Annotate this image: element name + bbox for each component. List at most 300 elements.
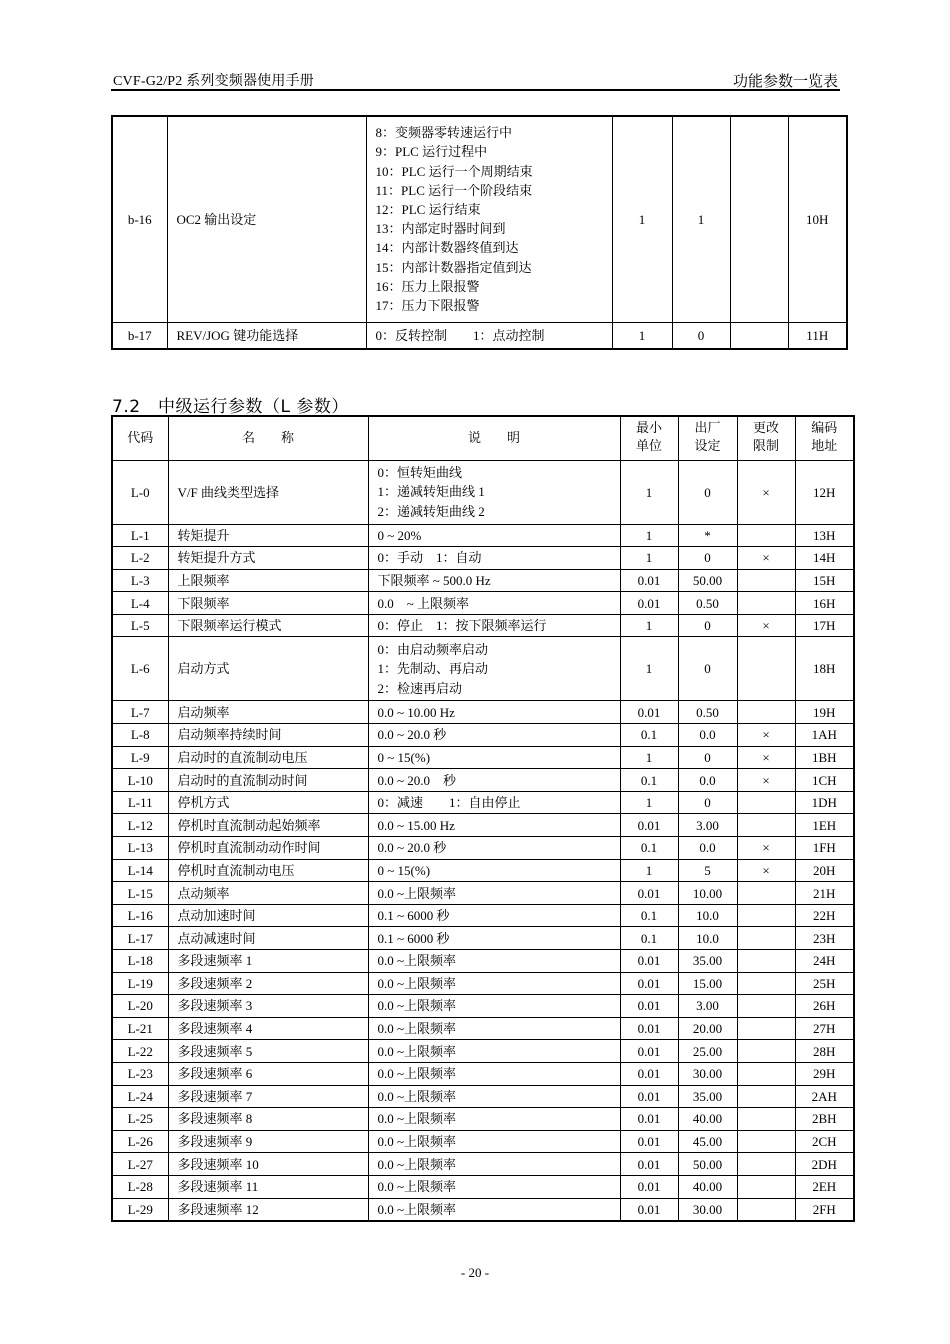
table-row — [112, 547, 854, 570]
param-code: L-24 — [112, 1085, 168, 1108]
description-line: 0：手动 1：自动 — [377, 550, 482, 566]
param-name: 启动频率 — [168, 701, 368, 724]
param-description — [368, 460, 620, 524]
param-address: 21H — [795, 882, 854, 905]
param-limit — [737, 972, 795, 995]
param-name: 上限频率 — [168, 569, 368, 592]
param-name: 多段速频率 4 — [168, 1017, 368, 1040]
param-code: L-10 — [112, 769, 168, 792]
param-min-unit: 1 — [620, 524, 678, 547]
table-row — [112, 746, 854, 769]
description-line: 17：压力下限报警 — [375, 298, 480, 314]
param-limit: × — [737, 769, 795, 792]
table-row — [112, 724, 854, 747]
param-default: 50.00 — [678, 569, 737, 592]
param-min-unit: 1 — [620, 746, 678, 769]
param-min-unit: 0.01 — [620, 1017, 678, 1040]
param-name: 多段速频率 12 — [168, 1198, 368, 1221]
param-description — [368, 1017, 620, 1040]
param-address: 10H — [788, 116, 847, 322]
param-address: 1AH — [795, 724, 854, 747]
table-row — [112, 524, 854, 547]
param-default: 0.0 — [678, 724, 737, 747]
param-address: 1BH — [795, 746, 854, 769]
param-limit — [737, 524, 795, 547]
param-min-unit: 1 — [620, 614, 678, 637]
header-manual-title: CVF-G2/P2 系列变频器使用手册 — [113, 74, 314, 89]
param-limit: × — [737, 460, 795, 524]
param-limit — [737, 927, 795, 950]
param-code: L-14 — [112, 859, 168, 882]
table-row — [112, 837, 854, 860]
param-code: L-3 — [112, 569, 168, 592]
param-limit — [737, 1017, 795, 1040]
param-name: 启动时的直流制动电压 — [168, 746, 368, 769]
param-code: L-15 — [112, 882, 168, 905]
param-description — [368, 769, 620, 792]
param-address: 25H — [795, 972, 854, 995]
param-description — [368, 791, 620, 814]
description-line: 0.0 ~上限频率 — [377, 1111, 457, 1127]
description-line: 0.0 ~上限频率 — [377, 953, 457, 969]
param-description — [368, 1108, 620, 1131]
param-default: 0.50 — [678, 592, 737, 615]
param-limit — [737, 1175, 795, 1198]
description-line: 0.0 ~上限频率 — [377, 1201, 457, 1217]
param-default: 5 — [678, 859, 737, 882]
description-line: 0.0 ~上限频率 — [377, 1021, 457, 1037]
page-number: - 20 - — [460, 1265, 490, 1280]
description-line: 0.0 ~ 20.0 秒 — [377, 840, 447, 856]
param-min-unit: 1 — [612, 116, 672, 322]
param-code: L-23 — [112, 1062, 168, 1085]
param-description — [368, 1175, 620, 1198]
param-min-unit: 1 — [620, 637, 678, 701]
param-min-unit: 0.01 — [620, 995, 678, 1018]
param-min-unit: 0.01 — [620, 701, 678, 724]
param-default: 30.00 — [678, 1062, 737, 1085]
header-limit: 更改 限制 — [737, 416, 795, 460]
param-description — [366, 322, 612, 349]
param-name: 启动时的直流制动时间 — [168, 769, 368, 792]
description-line: 0.0 ~上限频率 — [377, 1066, 457, 1082]
table-row — [112, 1017, 854, 1040]
param-code: L-16 — [112, 904, 168, 927]
param-description — [368, 547, 620, 570]
param-default: 0 — [678, 460, 737, 524]
param-limit: × — [737, 859, 795, 882]
param-min-unit: 0.1 — [620, 769, 678, 792]
param-default: 35.00 — [678, 950, 737, 973]
param-default: 10.0 — [678, 927, 737, 950]
description-line: 8：变频器零转速运行中 — [375, 125, 513, 141]
param-min-unit: 0.01 — [620, 1198, 678, 1221]
table-row — [112, 1153, 854, 1176]
param-default: 0 — [678, 614, 737, 637]
param-name: 点动减速时间 — [168, 927, 368, 950]
param-limit — [737, 701, 795, 724]
param-name: 多段速频率 1 — [168, 950, 368, 973]
param-code: L-27 — [112, 1153, 168, 1176]
description-line: 0.0 ~上限频率 — [377, 1043, 457, 1059]
param-address: 1EH — [795, 814, 854, 837]
param-address: 13H — [795, 524, 854, 547]
param-min-unit: 0.1 — [620, 837, 678, 860]
param-name: 停机方式 — [168, 791, 368, 814]
description-line: 0：恒转矩曲线 — [377, 464, 463, 480]
description-line: 2：递减转矩曲线 2 — [377, 503, 485, 519]
param-min-unit: 1 — [620, 547, 678, 570]
param-description — [368, 701, 620, 724]
table-row — [112, 637, 854, 701]
param-description — [368, 614, 620, 637]
param-address: 17H — [795, 614, 854, 637]
param-code: L-19 — [112, 972, 168, 995]
table-row — [112, 592, 854, 615]
param-limit — [737, 791, 795, 814]
description-line: 0 ~ 15(%) — [377, 749, 431, 765]
param-min-unit: 1 — [620, 460, 678, 524]
table-row — [112, 882, 854, 905]
param-address: 2BH — [795, 1108, 854, 1131]
param-description — [368, 592, 620, 615]
param-code: L-20 — [112, 995, 168, 1018]
param-name: 多段速频率 3 — [168, 995, 368, 1018]
param-description — [368, 995, 620, 1018]
param-description — [368, 746, 620, 769]
param-description — [368, 972, 620, 995]
param-min-unit: 1 — [620, 859, 678, 882]
description-line: 10：PLC 运行一个周期结束 — [375, 163, 533, 179]
param-code: L-4 — [112, 592, 168, 615]
param-default: 10.00 — [678, 882, 737, 905]
header-desc: 说 明 — [368, 416, 620, 460]
param-name: 多段速频率 7 — [168, 1085, 368, 1108]
param-code: L-21 — [112, 1017, 168, 1040]
param-name: V/F 曲线类型选择 — [168, 460, 368, 524]
param-default: 25.00 — [678, 1040, 737, 1063]
param-default: 40.00 — [678, 1175, 737, 1198]
param-address: 2AH — [795, 1085, 854, 1108]
description-line: 0：由启动频率启动 — [377, 641, 489, 657]
param-description — [368, 882, 620, 905]
param-code: L-0 — [112, 460, 168, 524]
param-default: 35.00 — [678, 1085, 737, 1108]
param-address: 2DH — [795, 1153, 854, 1176]
section-title: 7.2 中级运行参数（L 参数） — [112, 397, 349, 417]
param-limit — [737, 814, 795, 837]
description-line: 1：递减转矩曲线 1 — [377, 484, 485, 500]
param-code: L-5 — [112, 614, 168, 637]
param-default: 0 — [678, 746, 737, 769]
param-min-unit: 0.01 — [620, 950, 678, 973]
param-limit — [737, 1153, 795, 1176]
param-name: 启动方式 — [168, 637, 368, 701]
param-code: L-2 — [112, 547, 168, 570]
param-min-unit: 0.01 — [620, 1108, 678, 1131]
param-code: L-12 — [112, 814, 168, 837]
table-row — [112, 769, 854, 792]
param-default: 20.00 — [678, 1017, 737, 1040]
param-min-unit: 0.1 — [620, 927, 678, 950]
description-line: 0：停止 1：按下限频率运行 — [377, 618, 547, 634]
header-rule — [111, 89, 840, 91]
description-line: 0.0 ~上限频率 — [377, 885, 457, 901]
description-line: 0：减速 1：自由停止 — [377, 795, 521, 811]
param-limit — [730, 116, 788, 322]
param-code: L-6 — [112, 637, 168, 701]
param-default: 40.00 — [678, 1108, 737, 1131]
description-line: 0.0 ~ 15.00 Hz — [377, 817, 455, 833]
param-limit — [737, 569, 795, 592]
param-default: 15.00 — [678, 972, 737, 995]
description-line: 0.0 ~ 20.0 秒 — [377, 727, 447, 743]
param-min-unit: 1 — [620, 791, 678, 814]
param-min-unit: 0.01 — [620, 882, 678, 905]
param-name: 多段速频率 8 — [168, 1108, 368, 1131]
param-address: 1DH — [795, 791, 854, 814]
table-row — [112, 1198, 854, 1221]
param-description — [368, 950, 620, 973]
param-description — [368, 814, 620, 837]
param-limit — [737, 592, 795, 615]
param-address: 14H — [795, 547, 854, 570]
param-address: 2CH — [795, 1130, 854, 1153]
param-code: L-7 — [112, 701, 168, 724]
param-address: 11H — [788, 322, 847, 349]
description-line: 下限频率 ~ 500.0 Hz — [377, 572, 491, 588]
param-code: L-11 — [112, 791, 168, 814]
param-min-unit: 0.01 — [620, 1153, 678, 1176]
param-address: 2FH — [795, 1198, 854, 1221]
param-name: 多段速频率 6 — [168, 1062, 368, 1085]
param-code: L-8 — [112, 724, 168, 747]
table-row — [112, 1062, 854, 1085]
param-limit — [737, 1085, 795, 1108]
table-row — [112, 1040, 854, 1063]
param-limit — [737, 1062, 795, 1085]
table-row — [112, 814, 854, 837]
param-code: L-26 — [112, 1130, 168, 1153]
table-row — [112, 859, 854, 882]
param-min-unit: 0.01 — [620, 1062, 678, 1085]
param-address: 18H — [795, 637, 854, 701]
param-description — [366, 116, 612, 322]
b-parameter-table — [111, 115, 848, 350]
param-description — [368, 904, 620, 927]
table-row — [112, 701, 854, 724]
param-code: b-16 — [112, 116, 167, 322]
param-code: L-28 — [112, 1175, 168, 1198]
param-default: 0 — [678, 791, 737, 814]
param-name: 停机时直流制动动作时间 — [168, 837, 368, 860]
param-min-unit: 0.01 — [620, 592, 678, 615]
param-limit — [737, 1198, 795, 1221]
description-line: 12：PLC 运行结束 — [375, 202, 481, 218]
param-limit — [737, 904, 795, 927]
param-code: L-17 — [112, 927, 168, 950]
param-default: 0.0 — [678, 769, 737, 792]
param-name: 下限频率 — [168, 592, 368, 615]
param-description — [368, 724, 620, 747]
table-row — [112, 614, 854, 637]
param-code: L-9 — [112, 746, 168, 769]
description-line: 0.1 ~ 6000 秒 — [377, 908, 450, 924]
param-limit: × — [737, 746, 795, 769]
param-default: 1 — [672, 116, 730, 322]
table-header-row — [112, 416, 854, 460]
param-name: OC2 输出设定 — [167, 116, 366, 322]
table-row — [112, 972, 854, 995]
param-limit — [737, 995, 795, 1018]
param-name: 停机时直流制动起始频率 — [168, 814, 368, 837]
param-limit: × — [737, 837, 795, 860]
description-line: 13：内部定时器时间到 — [375, 221, 506, 237]
description-line: 0.0 ~上限频率 — [377, 1156, 457, 1172]
param-address: 20H — [795, 859, 854, 882]
table-row — [112, 1175, 854, 1198]
param-address: 19H — [795, 701, 854, 724]
table-row — [112, 1108, 854, 1131]
table-row — [112, 927, 854, 950]
param-limit: × — [737, 614, 795, 637]
param-name: 多段速频率 9 — [168, 1130, 368, 1153]
param-min-unit: 0.1 — [620, 724, 678, 747]
param-description — [368, 524, 620, 547]
description-line: 0.0 ~上限频率 — [377, 975, 457, 991]
param-description — [368, 837, 620, 860]
param-default: 0 — [672, 322, 730, 349]
table-row — [112, 322, 847, 349]
param-name: 点动频率 — [168, 882, 368, 905]
param-name: 多段速频率 11 — [168, 1175, 368, 1198]
description-line: 0.0 ~上限频率 — [377, 998, 457, 1014]
param-name: 下限频率运行模式 — [168, 614, 368, 637]
param-address: 16H — [795, 592, 854, 615]
description-line: 0.0 ~ 20.0 秒 — [377, 772, 457, 788]
param-code: L-1 — [112, 524, 168, 547]
description-line: 0.0 ~ 10.00 Hz — [377, 704, 455, 720]
param-code: b-17 — [112, 322, 167, 349]
param-default: 0 — [678, 637, 737, 701]
description-line: 0.0 ~上限频率 — [377, 1088, 457, 1104]
param-limit — [737, 882, 795, 905]
param-limit — [737, 1040, 795, 1063]
table-row — [112, 791, 854, 814]
param-min-unit: 0.01 — [620, 1130, 678, 1153]
param-address: 1CH — [795, 769, 854, 792]
param-name: REV/JOG 键功能选择 — [167, 322, 366, 349]
param-limit — [737, 1130, 795, 1153]
description-line: 11：PLC 运行一个阶段结束 — [375, 182, 533, 198]
param-limit — [737, 637, 795, 701]
description-line: 0.0 ~ 上限频率 — [377, 595, 470, 611]
param-code: L-13 — [112, 837, 168, 860]
header-min-unit: 最小 单位 — [620, 416, 678, 460]
header-section-title: 功能参数一览表 — [732, 74, 838, 90]
param-code: L-29 — [112, 1198, 168, 1221]
header-address: 编码 地址 — [795, 416, 854, 460]
param-limit: × — [737, 724, 795, 747]
param-default: 50.00 — [678, 1153, 737, 1176]
param-default: 30.00 — [678, 1198, 737, 1221]
param-min-unit: 0.01 — [620, 1175, 678, 1198]
param-limit — [730, 322, 788, 349]
description-line: 16：压力上限报警 — [375, 278, 480, 294]
table-row — [112, 904, 854, 927]
param-name: 多段速频率 10 — [168, 1153, 368, 1176]
param-min-unit: 0.01 — [620, 1040, 678, 1063]
l-parameter-table — [111, 415, 855, 1222]
table-row — [112, 995, 854, 1018]
header-code: 代码 — [112, 416, 168, 460]
table-row — [112, 1130, 854, 1153]
param-limit: × — [737, 547, 795, 570]
param-description — [368, 1085, 620, 1108]
param-min-unit: 0.01 — [620, 569, 678, 592]
header-name: 名 称 — [168, 416, 368, 460]
param-name: 多段速频率 5 — [168, 1040, 368, 1063]
param-default: 10.0 — [678, 904, 737, 927]
param-limit — [737, 1108, 795, 1131]
param-name: 转矩提升 — [168, 524, 368, 547]
param-description — [368, 1040, 620, 1063]
description-line: 0：反转控制 1：点动控制 — [375, 327, 545, 343]
param-address: 15H — [795, 569, 854, 592]
description-line: 0.1 ~ 6000 秒 — [377, 930, 450, 946]
param-code: L-18 — [112, 950, 168, 973]
param-default: 3.00 — [678, 995, 737, 1018]
param-default: * — [678, 524, 737, 547]
header-default: 出厂 设定 — [678, 416, 737, 460]
param-default: 0.50 — [678, 701, 737, 724]
param-address: 28H — [795, 1040, 854, 1063]
table-row — [112, 116, 847, 322]
param-address: 29H — [795, 1062, 854, 1085]
param-description — [368, 1198, 620, 1221]
param-limit — [737, 950, 795, 973]
param-description — [368, 569, 620, 592]
param-description — [368, 1153, 620, 1176]
description-line: 0.0 ~上限频率 — [377, 1179, 457, 1195]
param-address: 2EH — [795, 1175, 854, 1198]
param-address: 27H — [795, 1017, 854, 1040]
param-name: 点动加速时间 — [168, 904, 368, 927]
param-name: 启动频率持续时间 — [168, 724, 368, 747]
description-line: 0 ~ 20% — [377, 527, 422, 543]
description-line: 0 ~ 15(%) — [377, 862, 431, 878]
param-description — [368, 637, 620, 701]
description-line: 0.0 ~上限频率 — [377, 1134, 457, 1150]
param-min-unit: 0.01 — [620, 814, 678, 837]
param-description — [368, 1130, 620, 1153]
param-address: 12H — [795, 460, 854, 524]
param-code: L-25 — [112, 1108, 168, 1131]
param-min-unit: 0.01 — [620, 972, 678, 995]
description-line: 14：内部计数器终值到达 — [375, 240, 519, 256]
table-row — [112, 950, 854, 973]
description-line: 9：PLC 运行过程中 — [375, 144, 488, 160]
param-name: 转矩提升方式 — [168, 547, 368, 570]
param-default: 0 — [678, 547, 737, 570]
table-row — [112, 1085, 854, 1108]
param-description — [368, 927, 620, 950]
param-address: 1FH — [795, 837, 854, 860]
description-line: 15：内部计数器指定值到达 — [375, 259, 532, 275]
param-min-unit: 1 — [612, 322, 672, 349]
param-address: 26H — [795, 995, 854, 1018]
param-default: 0.0 — [678, 837, 737, 860]
